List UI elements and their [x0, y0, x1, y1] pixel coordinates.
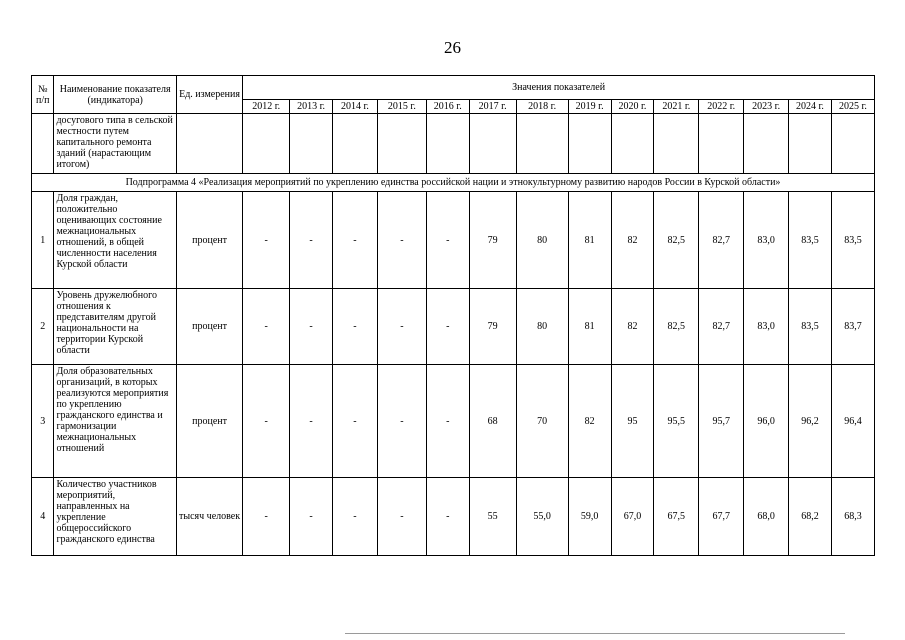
cell-value: 95,7 [699, 365, 744, 478]
cell-value: 82,7 [699, 192, 744, 289]
cell-value: 81 [568, 289, 611, 365]
cell-value: - [333, 365, 378, 478]
cell-value: 67,7 [699, 478, 744, 556]
header-year: 2014 г. [333, 100, 378, 114]
table-row [32, 192, 875, 289]
cell-value: 95 [611, 365, 654, 478]
cell-value: 68,0 [744, 478, 789, 556]
table-row [32, 289, 875, 365]
cell-unit: процент [176, 192, 242, 289]
cell-value: - [426, 289, 469, 365]
cell-value: - [243, 365, 290, 478]
cell-value: - [333, 478, 378, 556]
cell-unit: тысяч человек [176, 478, 242, 556]
cell-value: - [243, 192, 290, 289]
cell-value: 82 [568, 365, 611, 478]
header-year: 2013 г. [290, 100, 333, 114]
cell-num: 3 [32, 365, 54, 478]
header-year: 2017 г. [469, 100, 516, 114]
cell-value: 68,2 [789, 478, 832, 556]
cell-unit: процент [176, 365, 242, 478]
cell-value: 67,0 [611, 478, 654, 556]
table-row [32, 365, 875, 478]
cell-value: 81 [568, 192, 611, 289]
header-values: Значения показателей [243, 76, 875, 100]
cell-value: 79 [469, 289, 516, 365]
cell-value: 67,5 [654, 478, 699, 556]
cell-value: - [426, 478, 469, 556]
cell-name: досугового типа в сельской местности путем капитального ремонта зданий (нарастающим итогом) [54, 114, 176, 174]
cell-value: 96,0 [744, 365, 789, 478]
header-year: 2020 г. [611, 100, 654, 114]
subprogram-title: Подпрограмма 4 «Реализация мероприятий по укреплению единства российской нации и этнокультурному развитию народов России в Курской области» [32, 174, 875, 192]
header-year: 2012 г. [243, 100, 290, 114]
cell-value: 83,7 [831, 289, 874, 365]
header-year: 2019 г. [568, 100, 611, 114]
indicators-table [31, 75, 875, 556]
cell-value: 55 [469, 478, 516, 556]
cell-value: 59,0 [568, 478, 611, 556]
cell-value: - [333, 289, 378, 365]
header-num: № п/п [32, 76, 54, 114]
header-year: 2015 г. [377, 100, 426, 114]
cell-value: 68,3 [831, 478, 874, 556]
cell-value: 83,0 [744, 289, 789, 365]
header-year: 2025 г. [831, 100, 874, 114]
cell-value: - [377, 289, 426, 365]
cell-value: - [377, 192, 426, 289]
cell-value: - [243, 478, 290, 556]
header-year: 2021 г. [654, 100, 699, 114]
cell-unit [176, 114, 242, 174]
cell-value: 83,0 [744, 192, 789, 289]
cell-value: 80 [516, 289, 568, 365]
cell-value: 82,5 [654, 192, 699, 289]
cell-value: 83,5 [789, 192, 832, 289]
cell-value: - [290, 365, 333, 478]
cell-value: - [333, 192, 378, 289]
header-year: 2022 г. [699, 100, 744, 114]
cell-value: 95,5 [654, 365, 699, 478]
cell-value: - [377, 478, 426, 556]
cell-value: 83,5 [831, 192, 874, 289]
cell-value: - [290, 478, 333, 556]
cell-name: Доля образовательных организаций, в которых реализуются мероприятия по укреплению гражданского единства и гармонизации межнациональных отношений [54, 365, 176, 478]
cell-name: Уровень дружелюбного отношения к представителям другой национальности на территории Курской области [54, 289, 176, 365]
cell-value: 82 [611, 289, 654, 365]
scan-edge-line [345, 633, 845, 634]
table-row [32, 478, 875, 556]
cell-num: 4 [32, 478, 54, 556]
page-number: 26 [444, 38, 461, 57]
cell-name: Доля граждан, положительно оценивающих состояние межнациональных отношений, в общей численности населения Курской области [54, 192, 176, 289]
cell-value: - [290, 289, 333, 365]
cell-num [32, 114, 54, 174]
cell-value: 80 [516, 192, 568, 289]
cell-value: 82 [611, 192, 654, 289]
cell-num: 1 [32, 192, 54, 289]
cell-value: 82,7 [699, 289, 744, 365]
header-year: 2018 г. [516, 100, 568, 114]
cell-value: - [290, 192, 333, 289]
cell-value: 55,0 [516, 478, 568, 556]
cell-value: 79 [469, 192, 516, 289]
header-unit: Ед. измерения [176, 76, 242, 114]
cell-value: 96,4 [831, 365, 874, 478]
header-name: Наименование показателя (индикатора) [54, 76, 176, 114]
header-year: 2024 г. [789, 100, 832, 114]
cell-value: - [426, 192, 469, 289]
cell-value: - [426, 365, 469, 478]
cell-name: Количество участников мероприятий, направленных на укрепление общероссийского гражданского единства [54, 478, 176, 556]
cell-num: 2 [32, 289, 54, 365]
table-row-subprogram [32, 174, 875, 192]
cell-value: - [377, 365, 426, 478]
cell-value: 68 [469, 365, 516, 478]
table-row-continuation [32, 114, 875, 174]
cell-value: 70 [516, 365, 568, 478]
header-year: 2016 г. [426, 100, 469, 114]
cell-value: 82,5 [654, 289, 699, 365]
header-year: 2023 г. [744, 100, 789, 114]
cell-value: 96,2 [789, 365, 832, 478]
cell-value: 83,5 [789, 289, 832, 365]
cell-value: - [243, 289, 290, 365]
cell-unit: процент [176, 289, 242, 365]
